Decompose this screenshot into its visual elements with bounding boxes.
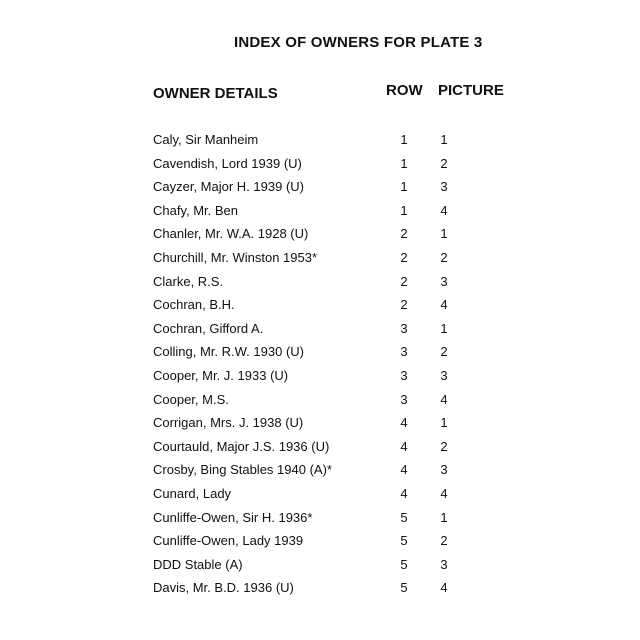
page-title: INDEX OF OWNERS FOR PLATE 3 <box>234 34 483 51</box>
picture-number: 4 <box>440 202 448 218</box>
row-number: 2 <box>400 226 408 242</box>
list-item <box>0 178 640 202</box>
picture-number: 1 <box>440 226 448 242</box>
list-item <box>0 509 640 533</box>
owner-name: Courtauld, Major J.S. 1936 (U) <box>153 438 330 454</box>
owner-name: Cunard, Lady <box>153 485 232 501</box>
owner-name: Chafy, Mr. Ben <box>153 202 239 218</box>
row-number: 1 <box>400 155 408 171</box>
owners-list <box>0 131 640 603</box>
list-item <box>0 438 640 462</box>
owner-name: Chanler, Mr. W.A. 1928 (U) <box>153 226 309 242</box>
owner-name: DDD Stable (A) <box>153 556 243 572</box>
picture-number: 4 <box>440 485 448 501</box>
row-number: 3 <box>400 367 408 383</box>
list-item <box>0 485 640 509</box>
list-item <box>0 367 640 391</box>
picture-number: 1 <box>440 320 448 336</box>
row-number: 5 <box>400 533 408 549</box>
picture-number: 2 <box>440 344 448 360</box>
owner-name: Caly, Sir Manheim <box>153 132 259 147</box>
row-number: 3 <box>400 320 408 336</box>
row-number: 1 <box>400 132 408 147</box>
picture-number: 3 <box>440 367 448 383</box>
picture-header: PICTURE <box>438 82 504 99</box>
list-item <box>0 320 640 344</box>
list-item <box>0 461 640 485</box>
row-number: 3 <box>400 391 408 407</box>
owner-name: Churchill, Mr. Winston 1953* <box>153 249 318 265</box>
owner-name: Colling, Mr. R.W. 1930 (U) <box>153 344 304 360</box>
owner-name: Cooper, Mr. J. 1933 (U) <box>153 367 289 383</box>
picture-number: 3 <box>440 556 448 572</box>
picture-number: 4 <box>440 297 448 313</box>
owner-details-header: OWNER DETAILS <box>153 85 278 102</box>
picture-number: 4 <box>440 580 448 596</box>
list-item <box>0 202 640 226</box>
picture-number: 3 <box>440 273 448 289</box>
owner-name: Cochran, B.H. <box>153 297 235 313</box>
list-item <box>0 579 640 603</box>
picture-number: 4 <box>440 391 448 407</box>
row-number: 4 <box>400 485 408 501</box>
picture-number: 2 <box>440 155 448 171</box>
list-item <box>0 343 640 367</box>
owner-name: Cooper, M.S. <box>153 391 229 407</box>
owner-name: Cayzer, Major H. 1939 (U) <box>153 179 304 195</box>
owner-name: Cunliffe-Owen, Sir H. 1936* <box>153 509 313 525</box>
list-item <box>0 391 640 415</box>
row-number: 1 <box>400 202 408 218</box>
owner-name: Clarke, R.S. <box>153 273 224 289</box>
row-number: 5 <box>400 580 408 596</box>
picture-number: 3 <box>440 462 448 478</box>
list-item <box>0 414 640 438</box>
picture-number: 3 <box>440 179 448 195</box>
owner-name: Crosby, Bing Stables 1940 (A)* <box>153 462 332 478</box>
row-number: 4 <box>400 462 408 478</box>
list-item <box>0 225 640 249</box>
list-item <box>0 532 640 556</box>
row-header: ROW <box>386 82 423 99</box>
row-number: 1 <box>400 179 408 195</box>
list-item <box>0 131 640 155</box>
list-item <box>0 296 640 320</box>
row-number: 2 <box>400 273 408 289</box>
row-number: 5 <box>400 556 408 572</box>
row-number: 5 <box>400 509 408 525</box>
list-item <box>0 556 640 580</box>
row-number: 2 <box>400 249 408 265</box>
owner-name: Cavendish, Lord 1939 (U) <box>153 155 302 171</box>
row-number: 3 <box>400 344 408 360</box>
owner-name: Davis, Mr. B.D. 1936 (U) <box>153 580 294 596</box>
picture-number: 2 <box>440 533 448 549</box>
row-number: 2 <box>400 297 408 313</box>
row-number: 4 <box>400 415 408 431</box>
list-item <box>0 249 640 273</box>
list-item <box>0 273 640 297</box>
owner-name: Corrigan, Mrs. J. 1938 (U) <box>153 415 304 431</box>
picture-number: 2 <box>440 249 448 265</box>
picture-number: 2 <box>440 438 448 454</box>
picture-number: 1 <box>440 415 448 431</box>
owner-name: Cochran, Gifford A. <box>153 320 264 336</box>
list-item <box>0 155 640 179</box>
row-number: 4 <box>400 438 408 454</box>
owner-name: Cunliffe-Owen, Lady 1939 <box>153 533 304 549</box>
picture-number: 1 <box>440 509 448 525</box>
picture-number: 1 <box>440 132 448 147</box>
